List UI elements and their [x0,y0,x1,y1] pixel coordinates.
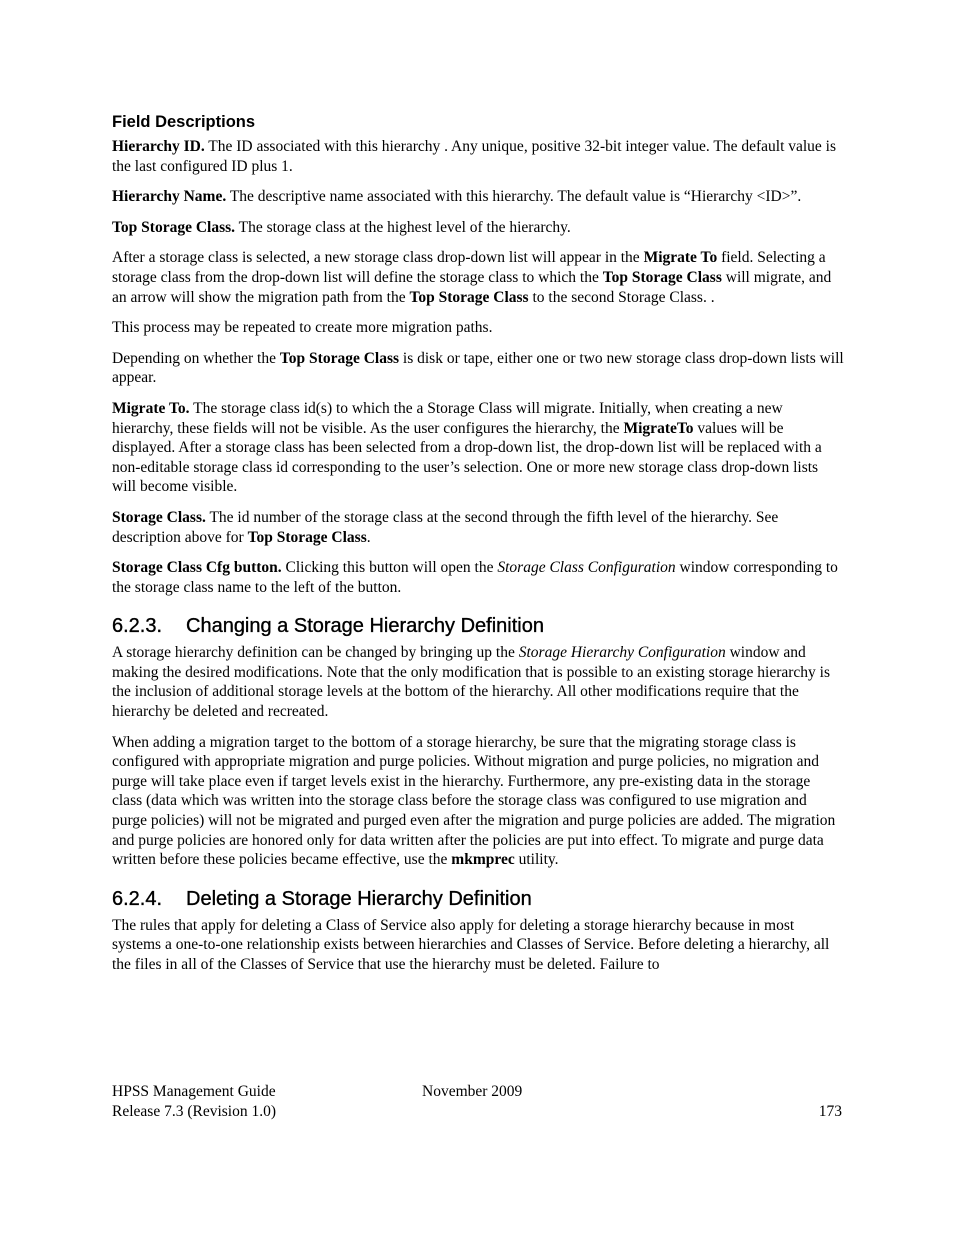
italic-window-name: Storage Class Configuration [497,559,676,577]
term-hierarchy-name: Hierarchy Name. [112,188,227,206]
desc-text: The id number of the storage class at the second through the fifth level of the hierarchy. See description above for [112,508,779,546]
body-text: Depending on whether the [112,349,280,367]
bold-term: MigrateTo [623,419,694,437]
body-text: utility. [514,851,559,869]
term-migrate-to: Migrate To. [112,399,190,417]
storage-class-cfg-button-desc [112,558,844,597]
footer-date: November 2009 [422,1083,523,1100]
hierarchy-id-desc [112,137,844,176]
section-number: 6.2.3. [112,615,163,638]
changing-hierarchy-paragraph-1 [112,643,844,721]
bold-term: Top Storage Class [247,528,367,546]
desc-text: values will be displayed. After a storage class has been selected from a drop-down list, the drop-down list will be replaced with a non-editable storage class id corresponding to the user’s selection. One or more new storage class drop-down lists will become visible. [112,419,822,496]
bold-term: Top Storage Class [602,268,722,286]
desc-text: The descriptive name associated with this hierarchy. The default value is “Hierarchy <ID>”. [226,188,802,206]
section-heading-6-2-4 [112,886,844,912]
changing-hierarchy-paragraph-2 [112,733,844,870]
hierarchy-name-desc [112,187,844,207]
section-heading-6-2-3 [112,613,844,639]
desc-text: Clicking this button will open the [281,559,498,577]
footer-page-number: 173 [818,1103,842,1120]
page-content [112,112,844,986]
section-number: 6.2.4. [112,887,163,910]
body-text: is disk or tape, either one or two new storage class drop-down lists will appear. [112,349,844,387]
body-text: field. Selecting a storage class from the drop-down list will define the storage class to which the [112,249,826,286]
desc-text: The storage class at the highest level of the hierarchy. [235,218,571,236]
bold-term: Top Storage Class [409,288,529,306]
body-text: After a storage class is selected, a new storage class drop-down list will appear in the [112,249,644,267]
body-text: window and making the desired modifications. Note that the only modification that is possible to an existing storage hierarchy is the inclusion of additional storage levels at the bottom of the hierarchy. All other modifications require that the hierarchy be deleted and recreated. [112,644,831,721]
desc-text: The ID associated with this hierarchy . Any unique, positive 32-bit integer value. The default value is the last configured ID plus 1. [112,138,837,175]
section-title: Changing a Storage Hierarchy Definition [186,615,544,638]
bold-utility-name: mkmprec [451,851,515,869]
top-storage-class-desc [112,218,844,238]
migrate-to-desc [112,399,844,497]
body-text: A storage hierarchy definition can be changed by bringing up the [112,644,519,662]
term-hierarchy-id: Hierarchy ID. [112,138,205,155]
body-text: will migrate, and an arrow will show the migration path from the [112,268,832,306]
body-text: When adding a migration target to the bottom of a storage hierarchy, be sure that the migrating storage class is configured with appropriate migration and purge policies. Without migration and purge policies, no migration and purge will take place even if target levels exist in the hierarchy. Furthermore, any pre-existing data in the storage class (data which was written into the storage class before the storage class was configured to use migration and purge policies) will not be migrated and purged even after the migration and purge policies are added. The migration and purge policies are honored only for data written after the policies are put into effect. To migrate and purge data written before these policies became effective, use the [112,733,836,869]
field-descriptions-heading: Field Descriptions [112,113,256,131]
bold-term: Migrate To [643,249,718,267]
desc-text: . [366,528,371,546]
bold-term: Top Storage Class [279,349,400,367]
repeat-process-paragraph: This process may be repeated to create more migration paths. [112,319,493,337]
page-footer [112,1082,842,1122]
term-storage-class: Storage Class. [112,508,206,526]
footer-guide-title: HPSS Management Guide [112,1083,276,1100]
term-storage-class-cfg-button: Storage Class Cfg button. [112,559,282,577]
desc-text: window corresponding to the storage class name to the left of the button. [112,559,838,596]
disk-or-tape-paragraph [112,349,844,388]
footer-release: Release 7.3 (Revision 1.0) [112,1103,277,1120]
storage-class-desc [112,508,844,547]
italic-window-name: Storage Hierarchy Configuration [518,644,726,662]
deleting-hierarchy-paragraph: The rules that apply for deleting a Class of Service also apply for deleting a storage hierarchy because in most systems a one-to-one relationship exists between hierarchies and Classes of Service. Before deleting a hierarchy, all the files in all of the Classes of Service that use the hierarchy must be deleted. Failure to [112,916,830,973]
body-text: to the second Storage Class. . [528,288,715,306]
section-title: Deleting a Storage Hierarchy Definition [186,887,532,910]
storage-class-selection-paragraph [112,248,844,307]
desc-text: The storage class id(s) to which the a Storage Class will migrate. Initially, when creating a new hierarchy, these fields will not be visible. As the user configures the hierarchy, the [112,399,783,437]
term-top-storage-class: Top Storage Class. [112,218,236,236]
